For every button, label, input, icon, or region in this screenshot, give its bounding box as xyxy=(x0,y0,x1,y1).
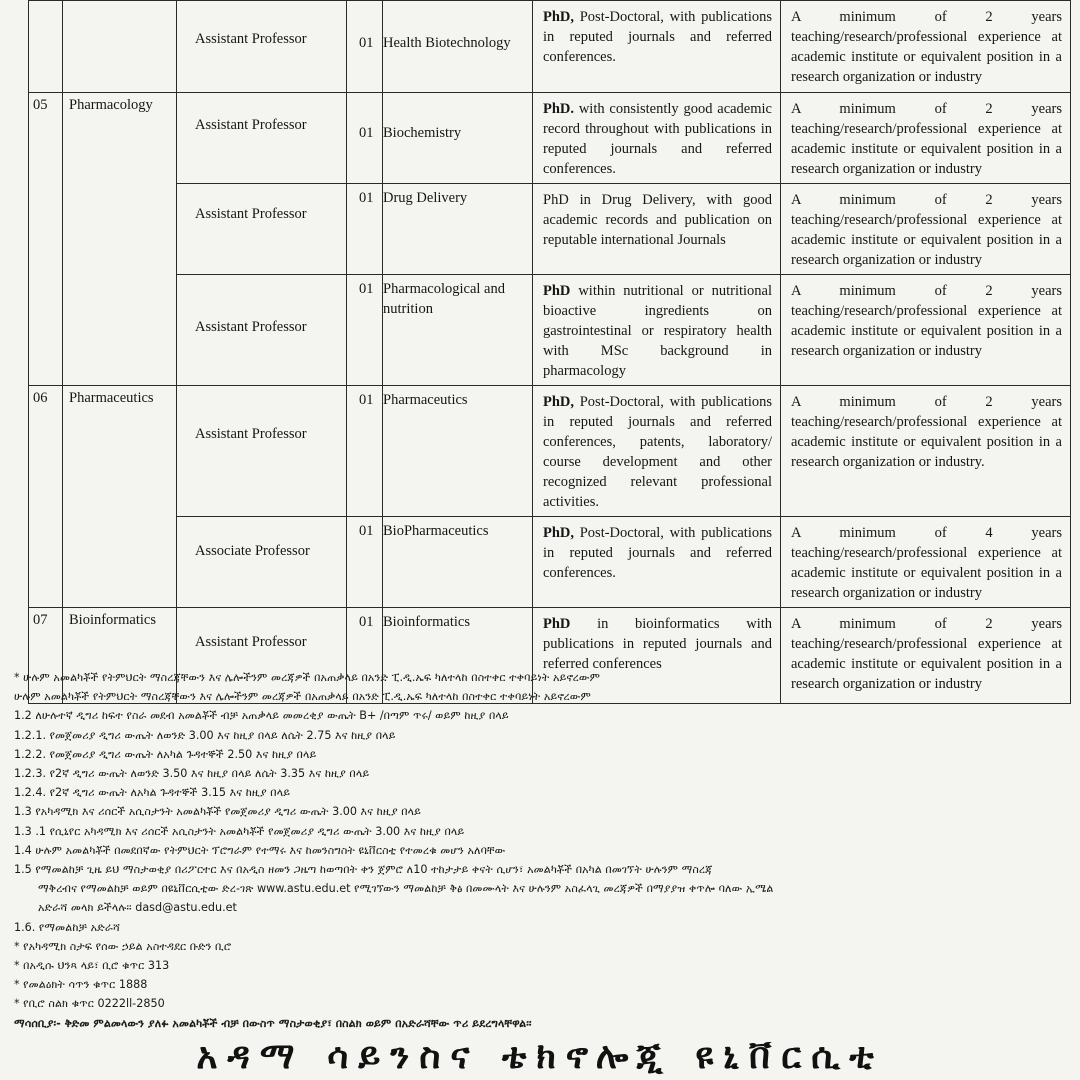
department-number: 05 xyxy=(29,93,63,386)
qualification-text: Post-Doctoral, with publications in reputed journals and referred conferences. xyxy=(543,525,772,581)
vacancy-quantity: 01 xyxy=(359,35,374,51)
qualification-text: Post-Doctoral, with publications in reputed journals and referred conferences, patents, laboratory/ course development and other recognized relevant professional activities. xyxy=(543,394,772,510)
positions-table xyxy=(28,0,1071,704)
note-line: * የአካዳሚክ ስታፍ የሰው ኃይል አስተዳደር ቡድን ቢሮ xyxy=(14,939,232,953)
qualification-degree: PhD xyxy=(543,616,571,632)
qualification-degree: PhD xyxy=(543,283,571,299)
vacancy-quantity: 01 xyxy=(359,523,374,539)
note-line: 1.2.4. የ2ኛ ዲግሪ ውጤት ለአካል ጉዳተኞች 3.15 እና ከዚያ በላይ xyxy=(14,786,291,800)
experience-requirement: A minimum of 2 years teaching/research/professional experience at academic institute or equivalent position in a research organization or industry xyxy=(791,9,1062,85)
table-row xyxy=(29,184,1071,275)
note-line: 1.2.1. የመጀመሪያ ዲግሪ ውጤት ለወንድ 3.00 እና ከዚያ በላይ ለሴት 2.75 እና ከዚያ በላይ xyxy=(14,728,396,742)
academic-rank: Assistant Professor xyxy=(195,31,307,47)
qualification xyxy=(533,184,780,254)
experience-requirement: A minimum of 2 years teaching/research/professional experience at academic institute or equivalent position in a research organization or industry. xyxy=(791,394,1062,470)
note-line: * የቢሮ ስልክ ቁጥር 0222ll-2850 xyxy=(14,997,165,1011)
qualification xyxy=(533,1,780,71)
experience-requirement: A minimum of 2 years teaching/research/professional experience at academic institute or equivalent position in a research organization or industry xyxy=(791,101,1062,177)
academic-rank: Assistant Professor xyxy=(195,426,307,442)
qualification-text: within nutritional or nutritional bioactive ingredients on gastrointestinal or respiratory health with MSc background in pharmacology xyxy=(543,283,772,379)
note-line: 1.6. የማመልከቻ አድራሻ xyxy=(14,920,120,934)
field-of-study: BioPharmaceutics xyxy=(383,523,489,539)
field-of-study: Pharmacological and nutrition xyxy=(383,281,505,317)
qualification xyxy=(533,517,780,587)
department-name: Pharmacology xyxy=(63,93,177,386)
qualification xyxy=(533,275,780,385)
note-line: ማቅረብና የማመልከቻ ወይም በዩኒቨርሲቲው ድረ-ገጽ www.astu.edu.et የሚገኘውን ማመልከቻ ቅፅ በመሙላት እና ሁሉንም አስፈላጊ መረጃዎች በማያያዝ ቀጥሎ ባለው ኢሜል xyxy=(38,882,774,896)
qualification-degree: PhD, xyxy=(543,525,575,541)
qualification-text: PhD in Drug Delivery, with good academic records and publication on reputable international Journals xyxy=(543,192,772,248)
note-line: 1.5 የማመልከቻ ጊዜ ይህ ማስታወቂያ በሪፖርተር እና በአዲስ ዘመን ጋዜጣ ከወጣበት ቀን ጀምሮ ለ10 ተከታታይ ቀናት ሲሆን፣ አመልካቾች በአካል በመገኘት ሁሉንም ማስረጃ xyxy=(14,863,713,877)
field-of-study: Pharmaceutics xyxy=(383,392,468,408)
note-line: 1.3 .1 የሲኒየር አካዳሚክ እና ሪሰርች አሲስታንት አመልካቾች የመጀመሪያ ዲግሪ ውጤት 3.00 እና ከዚያ በላይ xyxy=(14,824,465,838)
field-of-study: Drug Delivery xyxy=(383,190,468,206)
academic-rank: Assistant Professor xyxy=(195,634,307,650)
field-of-study: Health Biotechnology xyxy=(383,35,511,51)
note-line: አድራሻ መላክ ይችላሉ፡፡ dasd@astu.edu.et xyxy=(38,901,237,915)
qualification-text: Post-Doctoral, with publications in reputed journals and referred conferences. xyxy=(543,9,772,65)
qualification-text: in bioinformatics with publications in reputed journals and referred conferences xyxy=(543,616,772,672)
department-name: Pharmaceutics xyxy=(63,386,177,608)
experience-requirement: A minimum of 4 years teaching/research/professional experience at academic institute or equivalent position in a research organization or industry xyxy=(791,525,1062,601)
note-line: 1.3 የአካዳሚክ እና ሪሰርች አሲስታንት አመልካቾች የመጀመሪያ ዲግሪ ውጤት 3.00 እና ከዚያ በላይ xyxy=(14,805,422,819)
note-line: 1.2 ለሁሉተኛ ዲግሪ ከፍተ የስራ መደብ አመልቾች ብቻ አጠቃላይ መመረቂያ ውጤት B+ /በጣም ጥሩ/ ወይም ከዚያ በላይ xyxy=(14,709,509,723)
academic-rank: Assistant Professor xyxy=(195,206,307,222)
academic-rank: Assistant Professor xyxy=(195,117,307,133)
note-line: ሁሉም አመልካቾች የትምህርት ማስረጃቸውን እና ሌሎችንም መረጃዎች በአጠቃላይ በአንድ ፒ.ዲ.ኤፍ ካለተላከ በስተቀር ተቀባይነት አይኖረውም xyxy=(14,690,591,704)
qualification xyxy=(533,93,780,183)
field-of-study: Biochemistry xyxy=(383,125,462,141)
academic-rank: Assistant Professor xyxy=(195,319,307,335)
table-row xyxy=(29,93,1071,184)
department-name xyxy=(63,1,177,93)
qualification-degree: PhD. xyxy=(543,101,575,117)
application-notes xyxy=(14,668,1070,1033)
qualification-degree: PhD, xyxy=(543,9,575,25)
field-of-study: Bioinformatics xyxy=(383,614,470,630)
department-name: Bioinformatics xyxy=(63,608,177,704)
table-row xyxy=(29,517,1071,608)
experience-requirement: A minimum of 2 years teaching/research/professional experience at academic institute or equivalent position in a research organization or industry xyxy=(791,616,1062,692)
qualification-text: with consistently good academic record throughout with publications in reputed journals and referred conferences. xyxy=(543,101,772,177)
department-number: 06 xyxy=(29,386,63,608)
vacancy-quantity: 01 xyxy=(359,125,374,141)
table-row xyxy=(29,275,1071,386)
qualification-degree: PhD, xyxy=(543,394,575,410)
vacancy-quantity: 01 xyxy=(359,281,374,297)
department-number xyxy=(29,1,63,93)
university-name-banner: አዳማ ሳይንስና ቴክኖሎጂ ዩኒቨርሲቲ xyxy=(196,1036,884,1077)
note-line: * በአዲሱ ህንጻ ላይ፣ ቢሮ ቁጥር 313 xyxy=(14,959,170,973)
notice-line: ማሳሰቢያ፡- ቅድመ ምልመላውን ያለፉ አመልካቾች ብቻ በውስጥ ማስታወቂያ፣ በስልክ ወይም በአድራሻቸው ጥሪ ይደረግላቸዋል፡፡ xyxy=(14,1016,532,1030)
vacancy-quantity: 01 xyxy=(359,614,374,630)
note-line: 1.2.3. የ2ኛ ዲግሪ ውጤት ለወንድ 3.50 እና ከዚያ በላይ ለሴት 3.35 እና ከዚያ በላይ xyxy=(14,767,370,781)
vacancy-quantity: 01 xyxy=(359,392,374,408)
table-row xyxy=(29,1,1071,93)
department-number: 07 xyxy=(29,608,63,704)
note-line: * የመልዕክት ሳጥን ቁጥር 1888 xyxy=(14,978,148,992)
note-line: * ሁሉም አመልካቾች የትምህርት ማስረጃቸውን እና ሌሎችንም መረጃዎች በአጠቃላይ በአንድ ፒ.ዲ.ኤፍ ካለተላከ በስተቀር ተቀባይነት አይኖረውም xyxy=(14,671,601,684)
experience-requirement: A minimum of 2 years teaching/research/professional experience at academic institute or equivalent position in a research organization or industry xyxy=(791,192,1062,268)
experience-requirement: A minimum of 2 years teaching/research/professional experience at academic institute or equivalent position in a research organization or industry xyxy=(791,283,1062,359)
note-line: 1.2.2. የመጀመሪያ ዲግሪ ውጤት ለአካል ጉዳተኞች 2.50 እና ከዚያ በላይ xyxy=(14,747,317,761)
note-line: 1.4 ሁሉም አመልካቾች በመደበኛው የትምህርት ፕሮግራም የተማሩ እና ከመንስግስት ዩኒቨርስቲ የተመረቁ መሆን አለባቸው xyxy=(14,843,506,857)
table-row xyxy=(29,386,1071,517)
vacancy-quantity: 01 xyxy=(359,190,374,206)
academic-rank: Associate Professor xyxy=(195,543,310,559)
qualification xyxy=(533,386,780,516)
